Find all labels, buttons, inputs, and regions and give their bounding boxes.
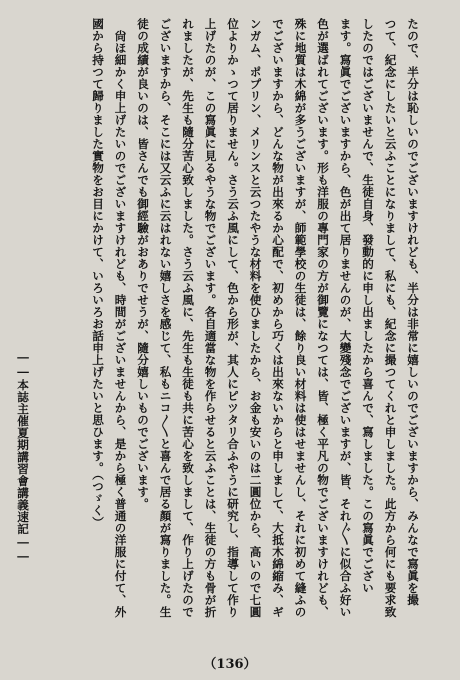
text-column: 上げたのが、この寫眞に見るやうな物でございます。各自適當な物を作らせると云ふことは、生徒の方も骨が折 <box>203 18 218 618</box>
text-column: 位よりかゝつて居りません。さう云ふ風にして、色から形が、其人にピツタリ合ふやうに研究し、指導して作り <box>226 18 240 618</box>
text-column: ございますから、そこには又云ふに云はれない嬉しさを感じて、私もニコ〳〵と喜んで居る顏が寫りました。生 <box>158 18 173 618</box>
page-number: （136） <box>203 657 257 672</box>
byline: ――本誌主催夏期講習會講義速記―― <box>16 350 30 564</box>
text-column: つて、紀念にしたいと云ふことになりまして、私にも、紀念に撮つてくれと申しました。此方から何にも要求致 <box>383 18 398 618</box>
text-column: 徒の成績が良いのは、皆さんでも御經驗がおありでせうが、隨分嬉しいものでございます。 <box>136 18 150 510</box>
text-column: 色が選ばれてございます。形も洋服の專門家の方が御覽になつては、皆、極く平凡の物でございますけれども、 <box>316 18 330 618</box>
text-column: 尙ほ細かく申上げたいのでございますけれども、時間がございませんから、是から極く普通の洋服に付て、外 <box>113 30 128 618</box>
vertical-text-body <box>44 18 424 618</box>
text-column: したのではございませんで、生徒自身、發動的に申し出ましたから喜んで、寫しました。この寫眞でござい <box>361 18 375 594</box>
text-column: 殊に地質は木綿が多うございますが、師範學校の生徒は、餘り良い材料は使はせませんし、それに初めて縫ふの <box>293 18 308 618</box>
text-column: 國から持つて歸りました實物をお目にかけて、いろいろお話申上げたいと思ひます。（つゞく） <box>91 18 105 529</box>
text-column: でございますから、どんな物が出來るか心配で、初めから巧くは出來ないからと申しまして、大抵木綿縮み、ギ <box>271 18 285 618</box>
text-column: れましたが、先生も隨分苦心致しました。さう云ふ風に、先生も生徒も共に苦心を致しまして、作り上げたので <box>181 18 195 618</box>
text-column: たので、半分は恥しいのでございますけれども、半分は非常に嬉しいのでございますから、みんなで寫眞を撮 <box>406 18 420 606</box>
text-column: ンガム、ポプリン、メリンスと云つたやうな材料を使ひましたから、お金も安いのは二圓位から、高いので七圓 <box>248 18 263 618</box>
text-column: ます。寫眞でございますから、色が出て居りませんのが、大變殘念でございますが、皆、それ〴〵に似合ふ好い <box>338 18 353 618</box>
